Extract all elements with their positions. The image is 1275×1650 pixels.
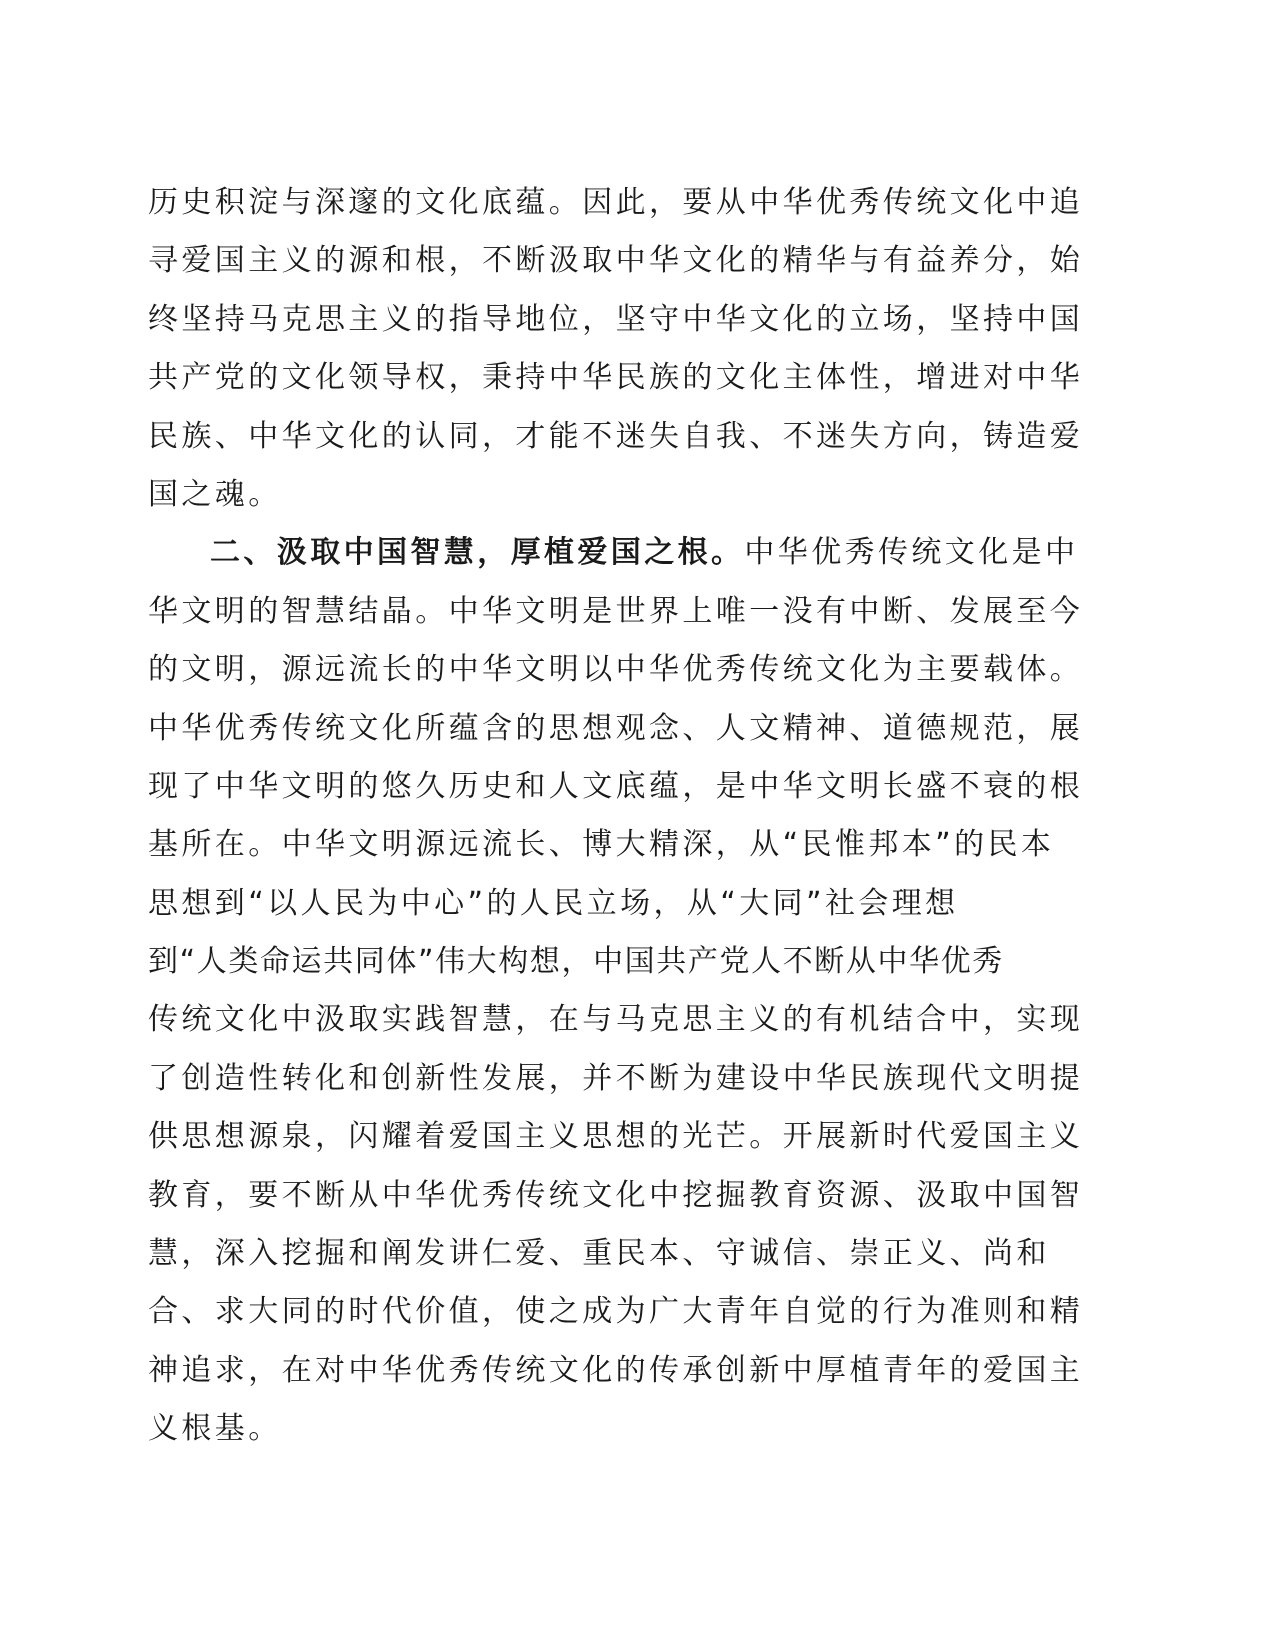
text-line: 共产党的文化领导权，秉持中华民族的文化主体性，增进对中华: [148, 360, 1084, 396]
text-line: 慧，深入挖掘和阐发讲仁爱、重民本、守诚信、崇正义、尚和: [148, 1236, 1050, 1272]
document-body: [148, 174, 1084, 1459]
text-line: 终坚持马克思主义的指导地位，坚守中华文化的立场，坚持中国: [148, 301, 1084, 337]
text-line: 基所在。中华文明源远流长、博大精深，从“民惟邦本”的民本: [148, 827, 1055, 863]
text-line: 民族、中华文化的认同，才能不迷失自我、不迷失方向，铸造爱: [148, 418, 1084, 454]
text-line: 合、求大同的时代价值，使之成为广大青年自觉的行为准则和精: [148, 1294, 1084, 1330]
text-line: 华文明的智慧结晶。中华文明是世界上唯一没有中断、发展至今: [148, 593, 1084, 629]
text-line: 寻爱国主义的源和根，不断汲取中华文化的精华与有益养分，始: [148, 243, 1084, 279]
text-line: 神追求，在对中华优秀传统文化的传承创新中厚植青年的爱国主: [148, 1352, 1084, 1388]
paragraph-1: [148, 174, 1084, 524]
paragraph-2-first-line: [148, 524, 1079, 582]
text-line: 国之魂。: [148, 476, 282, 512]
section-heading: 二、汲取中国智慧，厚植爱国之根。: [210, 535, 745, 571]
text-line: 到“人类命运共同体”伟大构想，中国共产党人不断从中华优秀: [148, 944, 1004, 980]
paragraph-2: [148, 524, 1084, 1458]
text-line: 思想到“以人民为中心”的人民立场，从“大同”社会理想: [148, 885, 959, 921]
text-line: 历史积淀与深邃的文化底蕴。因此，要从中华优秀传统文化中追: [148, 185, 1084, 220]
text-line: 了创造性转化和创新性发展，并不断为建设中华民族现代文明提: [148, 1060, 1084, 1096]
text-line: 中华优秀传统文化所蕴含的思想观念、人文精神、道德规范，展: [148, 710, 1084, 746]
text-line: 义根基。: [148, 1411, 282, 1447]
text-line: 供思想源泉，闪耀着爱国主义思想的光芒。开展新时代爱国主义: [148, 1119, 1084, 1155]
text-line: 现了中华文明的悠久历史和人文底蕴，是中华文明长盛不衰的根: [148, 768, 1084, 804]
text-line: 传统文化中汲取实践智慧，在与马克思主义的有机结合中，实现: [148, 1002, 1084, 1038]
paragraph-2-first-line-text: 中华优秀传统文化是中: [744, 535, 1079, 571]
text-line: 的文明，源远流长的中华文明以中华优秀传统文化为主要载体。: [148, 652, 1084, 688]
text-line: 教育，要不断从中华优秀传统文化中挖掘教育资源、汲取中国智: [148, 1177, 1084, 1213]
